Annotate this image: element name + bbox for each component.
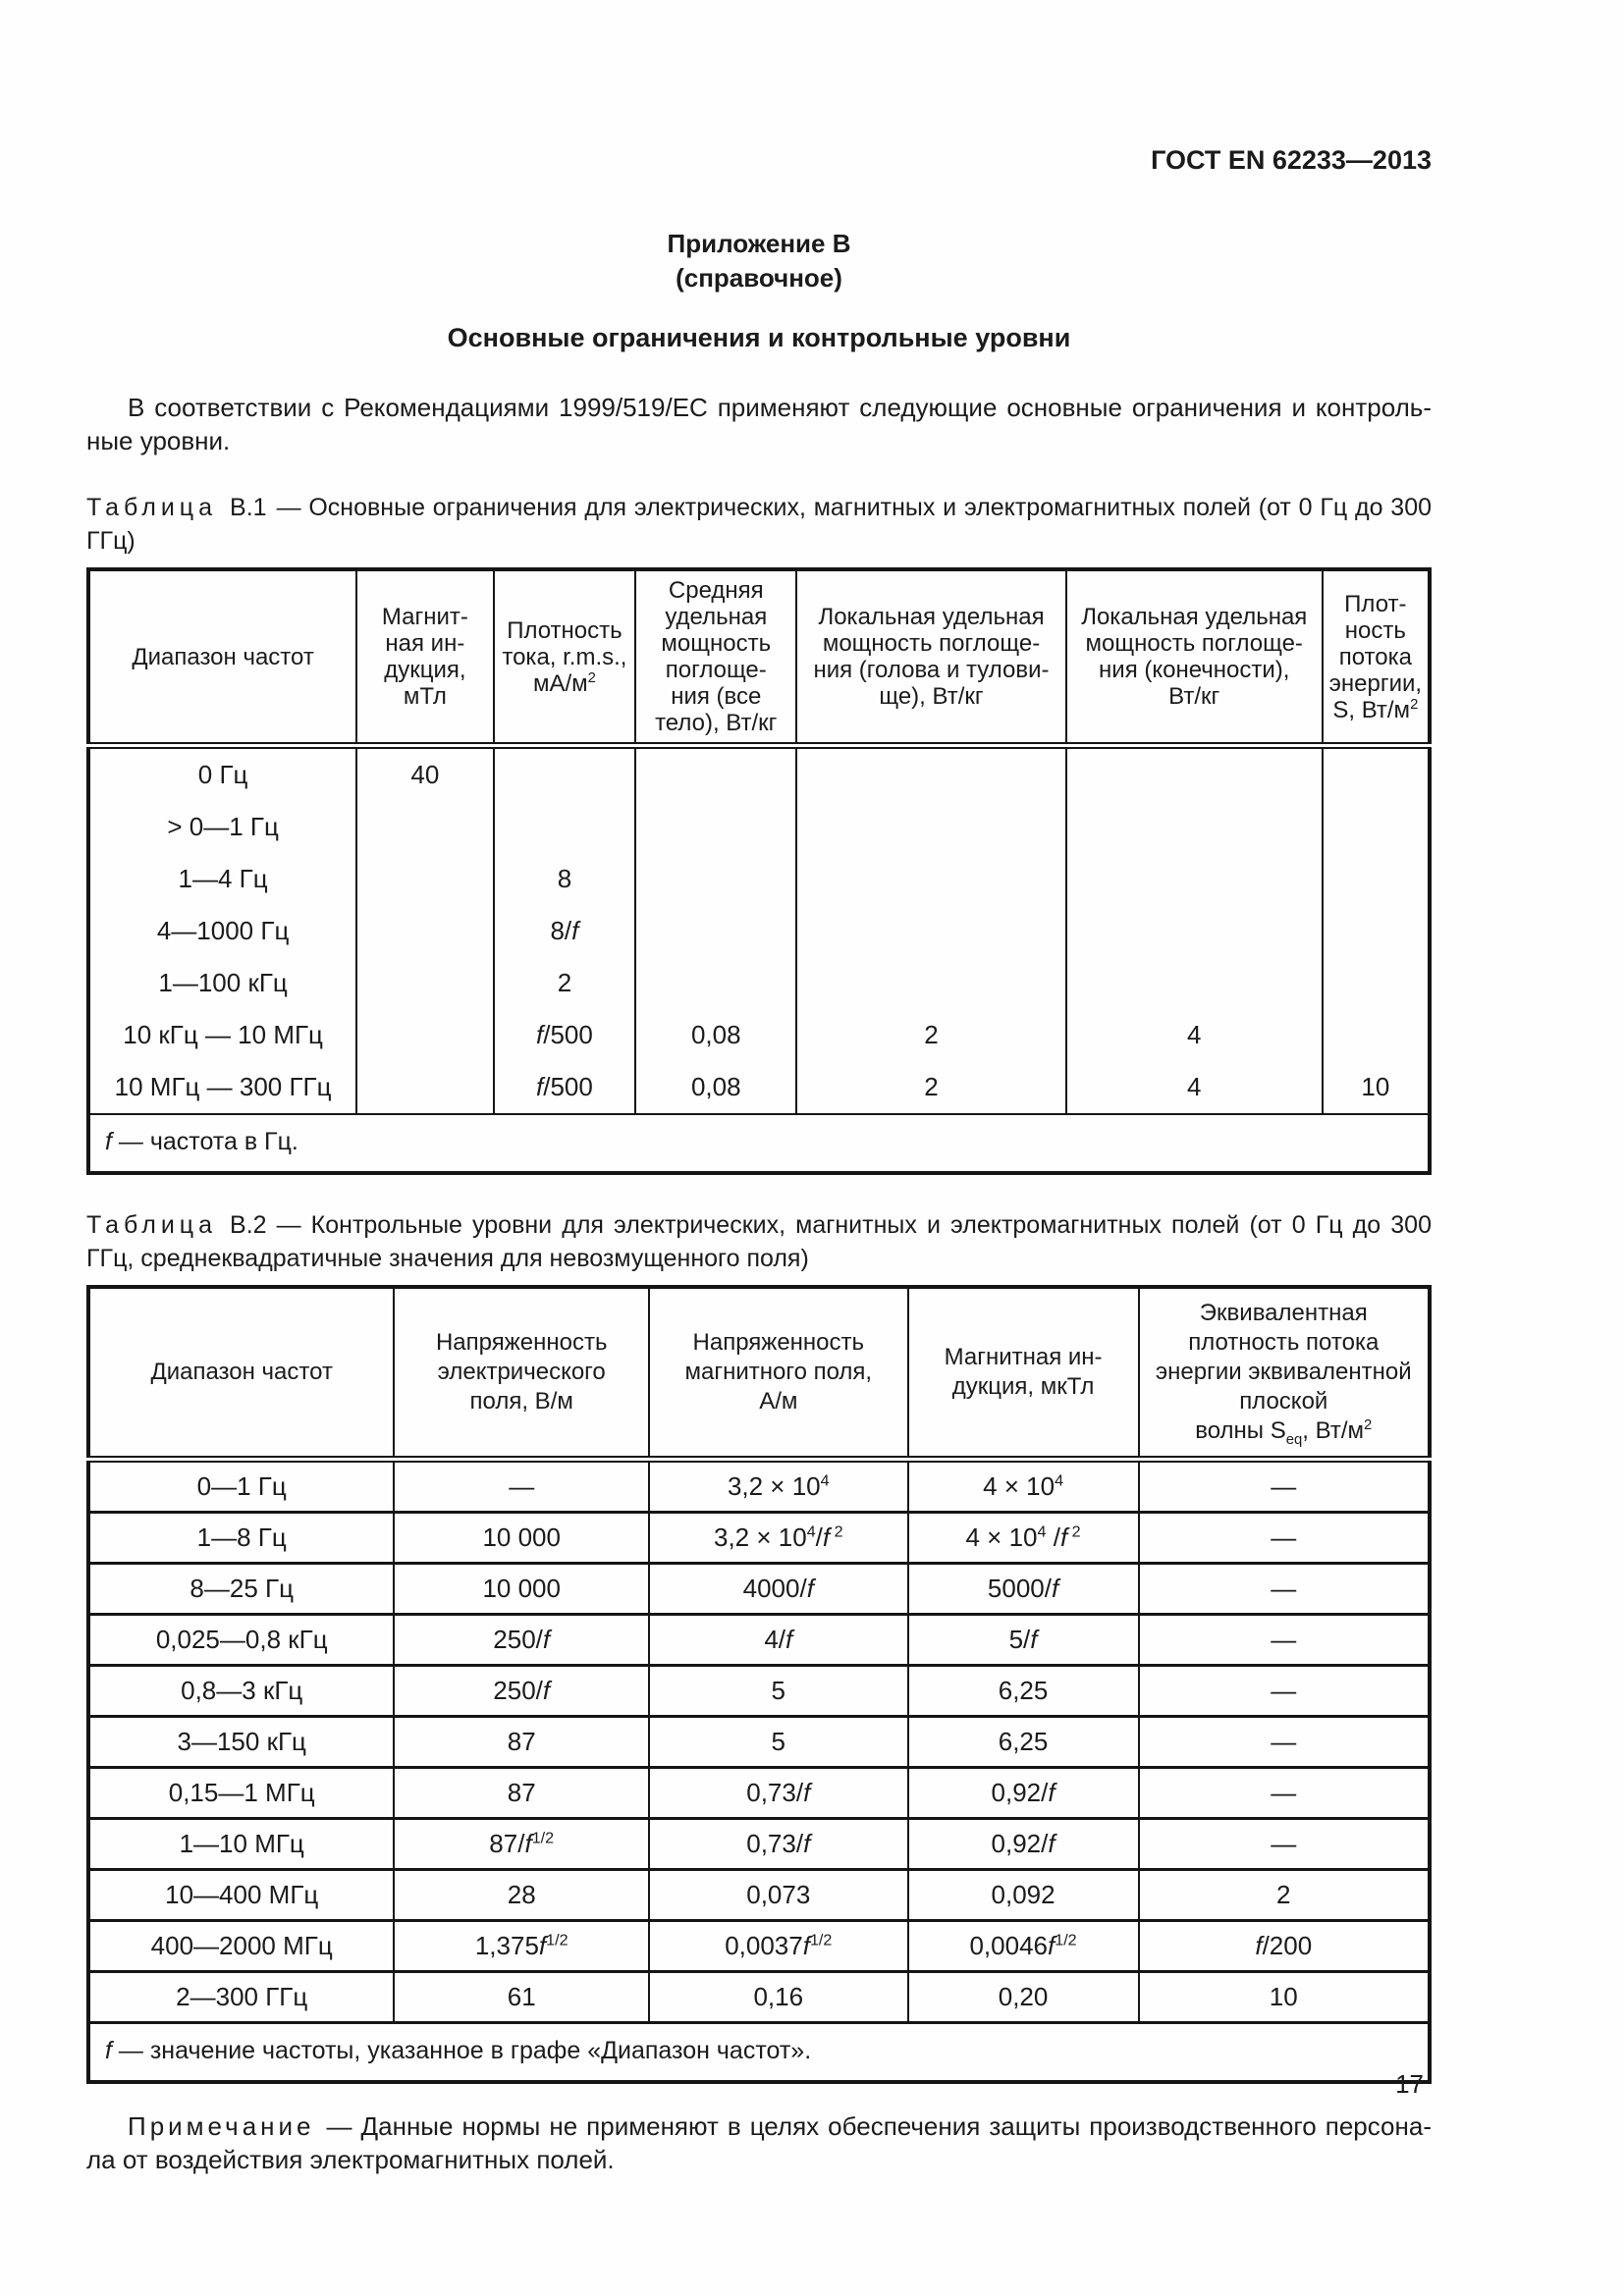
- table-cell: 8: [494, 853, 636, 905]
- table-cell: [1323, 957, 1430, 1009]
- table-cell: 2: [494, 957, 636, 1009]
- table-cell: 250/f: [394, 1666, 649, 1717]
- table-cell: [356, 1009, 493, 1061]
- table-cell: [635, 801, 796, 853]
- table-cell: 5000/f: [908, 1564, 1139, 1615]
- table-cell: 0,08: [635, 1009, 796, 1061]
- table-cell: 2: [796, 1061, 1066, 1114]
- column-header-electric-field-strength: Напряженность электрического поля, В/м: [394, 1287, 649, 1460]
- column-header-local-sar-limbs: Локальная удельная мощность поглоще- ния (конечности), Вт/кг: [1066, 569, 1323, 746]
- table-b1-caption-word: Таблица: [86, 494, 218, 521]
- table-cell: 0,92/f: [908, 1819, 1139, 1870]
- table-cell: [635, 905, 796, 957]
- table-cell: —: [1139, 1615, 1430, 1666]
- table-b2-footnote: f — значение частоты, указанное в графе «Диапазон частот».: [88, 2023, 1430, 2083]
- table-cell: $4 \times 10^4$: [908, 1460, 1139, 1513]
- appendix-label: Приложение В: [667, 229, 851, 258]
- table-cell: 10: [1323, 1061, 1430, 1114]
- table-cell: 1—8 Гц: [88, 1513, 394, 1564]
- table-cell: [1066, 905, 1323, 957]
- table-cell: 5: [649, 1666, 908, 1717]
- table-row: [88, 1972, 1430, 2023]
- table-cell: 4: [1066, 1061, 1323, 1114]
- table-cell: 10—400 МГц: [88, 1870, 394, 1921]
- document-code: ГОСТ EN 62233—2013: [1151, 145, 1432, 175]
- table-cell: f/500: [494, 1009, 636, 1061]
- table-cell: f/200: [1139, 1921, 1430, 1972]
- table-cell: 5/f: [908, 1615, 1139, 1666]
- table-b2-caption-ref: В.2: [230, 1211, 267, 1239]
- table-row: [88, 1870, 1430, 1921]
- table-cell: 0,16: [649, 1972, 908, 2023]
- table-cell: —: [1139, 1460, 1430, 1513]
- appendix-kind: (справочное): [676, 263, 842, 293]
- table-b1-caption-text: — Основные ограничения для электрических, магнитных и электромагнитных полей (от 0 Гц до 300 ГГц): [86, 494, 1432, 555]
- table-cell: 1—100 кГц: [88, 957, 356, 1009]
- table-cell: [635, 957, 796, 1009]
- table-cell: $3,2 \times 10^4/f$ $^2$: [649, 1513, 908, 1564]
- table-cell: [1066, 801, 1323, 853]
- table-cell: 0,20: [908, 1972, 1139, 2023]
- column-header-local-sar-head-torso: Локальная удельная мощность поглоще- ния (голова и тулови- ще), Вт/кг: [796, 569, 1066, 746]
- table-cell: 250/f: [394, 1615, 649, 1666]
- column-header-equivalent-power-density: Эквивалентная плотность потока энергии эквивалентной плоской волны $S_{eq}$, $Вт/м^2$: [1139, 1287, 1430, 1460]
- section-title: Основные ограничения и контрольные уровни: [447, 323, 1071, 352]
- table-b2-caption-word: Таблица: [86, 1211, 218, 1239]
- note-text: — Данные нормы не применяют в целях обеспечения защиты производственного персонала от воздействия электромагнитных полей.: [86, 2111, 1432, 2174]
- table-cell: [1323, 801, 1430, 853]
- table-cell: 0,092: [908, 1870, 1139, 1921]
- intro-paragraph: В соответствии с Рекомендациями 1999/519/ЕС применяют следующие основные ограничения и контрольные уровни.: [86, 393, 1432, 455]
- table-cell: [796, 746, 1066, 802]
- table-row: [88, 1768, 1430, 1819]
- table-cell: $4 \times 10^4$ /f $^2$: [908, 1513, 1139, 1564]
- table-cell: 10 МГц — 300 ГГц: [88, 1061, 356, 1114]
- table-cell: 0,8—3 кГц: [88, 1666, 394, 1717]
- table-b1-header-row: [88, 569, 1430, 746]
- table-cell: 4/f: [649, 1615, 908, 1666]
- table-cell: —: [1139, 1768, 1430, 1819]
- table-cell: f/500: [494, 1061, 636, 1114]
- table-cell: 0—1 Гц: [88, 1460, 394, 1513]
- table-cell: 8—25 Гц: [88, 1564, 394, 1615]
- table-b2-caption-text: — Контрольные уровни для электрических, магнитных и электромагнитных полей (от 0 Гц до 300 ГГц, среднеквадратичные значения для невозмущенного поля): [86, 1211, 1432, 1272]
- table-cell: 40: [356, 746, 493, 802]
- table-cell: [356, 853, 493, 905]
- column-header-frequency-range: Диапазон частот: [88, 569, 356, 746]
- appendix-heading: [86, 227, 1432, 295]
- table-b2-footnote-row: [88, 2023, 1430, 2083]
- table-cell: [796, 801, 1066, 853]
- table-cell: 10: [1139, 1972, 1430, 2023]
- table-cell: $0,0037f^{1/2}$: [649, 1921, 908, 1972]
- table-cell: —: [1139, 1564, 1430, 1615]
- table-row: [88, 957, 1430, 1009]
- table-cell: 0,73/f: [649, 1768, 908, 1819]
- table-cell: 87: [394, 1768, 649, 1819]
- table-b1-caption-ref: В.1: [230, 494, 267, 521]
- table-row: [88, 746, 1430, 802]
- note-label: Примечание: [128, 2111, 315, 2141]
- table-cell: [796, 853, 1066, 905]
- table-cell: [635, 746, 796, 802]
- table-cell: [796, 905, 1066, 957]
- table-cell: 4: [1066, 1009, 1323, 1061]
- table-cell: 0,92/f: [908, 1768, 1139, 1819]
- table-cell: 8/f: [494, 905, 636, 957]
- table-row: [88, 1819, 1430, 1870]
- column-header-frequency-range: Диапазон частот: [88, 1287, 394, 1460]
- table-cell: 10 000: [394, 1564, 649, 1615]
- table-cell: 4—1000 Гц: [88, 905, 356, 957]
- table-cell: 2: [796, 1009, 1066, 1061]
- table-row: [88, 801, 1430, 853]
- table-cell: 4000/f: [649, 1564, 908, 1615]
- table-cell: 28: [394, 1870, 649, 1921]
- table-cell: 61: [394, 1972, 649, 2023]
- table-cell: 0,15—1 МГц: [88, 1768, 394, 1819]
- table-row: [88, 1564, 1430, 1615]
- note-paragraph: [86, 2109, 1432, 2176]
- table-row: [88, 1009, 1430, 1061]
- table-b2-header-row: [88, 1287, 1430, 1460]
- table-cell: —: [1139, 1513, 1430, 1564]
- table-cell: $1,375f^{1/2}$: [394, 1921, 649, 1972]
- table-cell: [1066, 957, 1323, 1009]
- table-cell: —: [1139, 1819, 1430, 1870]
- table-b2-caption: [86, 1208, 1432, 1275]
- table-cell: 6,25: [908, 1717, 1139, 1768]
- table-cell: [1066, 746, 1323, 802]
- table-cell: [356, 905, 493, 957]
- table-cell: [635, 853, 796, 905]
- table-cell: [494, 801, 636, 853]
- table-cell: > 0—1 Гц: [88, 801, 356, 853]
- table-cell: —: [1139, 1717, 1430, 1768]
- table-cell: [796, 957, 1066, 1009]
- table-cell: 2: [1139, 1870, 1430, 1921]
- table-cell: [1323, 853, 1430, 905]
- table-cell: 400—2000 МГц: [88, 1921, 394, 1972]
- table-cell: [1323, 1009, 1430, 1061]
- table-cell: 10 кГц — 10 МГц: [88, 1009, 356, 1061]
- page-content: [86, 0, 1432, 2176]
- table-cell: 1—4 Гц: [88, 853, 356, 905]
- table-b2: [86, 1285, 1432, 2084]
- table-cell: $0,0046f^{1/2}$: [908, 1921, 1139, 1972]
- column-header-magnetic-induction: Магнит- ная ин- дукция, мТл: [356, 569, 493, 746]
- column-header-magnetic-induction: Магнитная ин- дукция, мкТл: [908, 1287, 1139, 1460]
- table-cell: $3,2 \times 10^4$: [649, 1460, 908, 1513]
- table-row: [88, 1061, 1430, 1114]
- table-row: [88, 1666, 1430, 1717]
- table-cell: [1066, 853, 1323, 905]
- table-cell: [1323, 746, 1430, 802]
- table-b1-footnote: f — частота в Гц.: [88, 1114, 1430, 1173]
- table-cell: 0,08: [635, 1061, 796, 1114]
- table-row: [88, 1513, 1430, 1564]
- table-cell: 0,025—0,8 кГц: [88, 1615, 394, 1666]
- table-cell: 1—10 МГц: [88, 1819, 394, 1870]
- table-cell: 6,25: [908, 1666, 1139, 1717]
- table-cell: 2—300 ГГц: [88, 1972, 394, 2023]
- table-b1-footnote-row: [88, 1114, 1430, 1173]
- table-cell: —: [394, 1460, 649, 1513]
- table-cell: 0 Гц: [88, 746, 356, 802]
- column-header-power-density: Плот- ность потока энергии, S, $Вт/м^2$: [1323, 569, 1430, 746]
- table-cell: 3—150 кГц: [88, 1717, 394, 1768]
- table-cell: 87: [394, 1717, 649, 1768]
- table-cell: 0,73/f: [649, 1819, 908, 1870]
- table-row: [88, 1921, 1430, 1972]
- column-header-current-density: Плотность тока, r.m.s., $мА/м^2$: [494, 569, 636, 746]
- table-cell: [356, 957, 493, 1009]
- table-row: [88, 1460, 1430, 1513]
- table-row: [88, 905, 1430, 957]
- table-cell: —: [1139, 1666, 1430, 1717]
- table-cell: [494, 746, 636, 802]
- column-header-magnetic-field-strength: Напряженность магнитного поля, А/м: [649, 1287, 908, 1460]
- table-cell: [1323, 905, 1430, 957]
- table-cell: 5: [649, 1717, 908, 1768]
- table-cell: 10 000: [394, 1513, 649, 1564]
- table-b1: [86, 567, 1432, 1175]
- table-b1-caption: [86, 491, 1432, 558]
- table-row: [88, 1717, 1430, 1768]
- column-header-average-sar: Средняя удельная мощность поглоще- ния (все тело), Вт/кг: [635, 569, 796, 746]
- page-number: 17: [1395, 2069, 1424, 2099]
- table-row: [88, 853, 1430, 905]
- table-cell: [356, 801, 493, 853]
- table-cell: 0,073: [649, 1870, 908, 1921]
- table-cell: [356, 1061, 493, 1114]
- table-row: [88, 1615, 1430, 1666]
- table-cell: $87/f^{1/2}$: [394, 1819, 649, 1870]
